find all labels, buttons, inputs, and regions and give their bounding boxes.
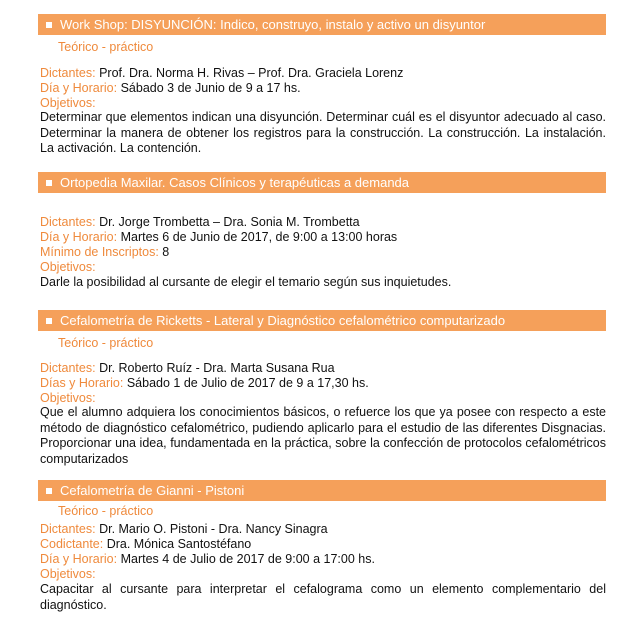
horario-value: Martes 6 de Junio de 2017, de 9:00 a 13:00 horas — [120, 230, 398, 244]
dictantes-value: Prof. Dra. Norma H. Rivas – Prof. Dra. Graciela Lorenz — [99, 66, 404, 80]
section-1-objetivos-text: Determinar que elementos indican una disyunción. Determinar cuál es el disyuntor adecuado al caso. Determinar la manera de obtener los registros para la construcción. La construcción. La instalación. La activación. La contención. — [40, 110, 606, 156]
section-3-subtitle: Teórico - práctico — [58, 336, 154, 350]
horario-value: Sábado 1 de Julio de 2017 de 9 a 17,30 hs. — [126, 376, 369, 390]
bullet-square-icon — [46, 488, 52, 494]
section-4-objetivos-label — [40, 567, 96, 582]
bullet-square-icon — [46, 180, 52, 186]
bullet-square-icon — [46, 318, 52, 324]
dictantes-value: Dr. Jorge Trombetta – Dra. Sonia M. Trombetta — [99, 215, 360, 229]
section-3-objetivos-label — [40, 391, 96, 406]
objetivos-label: Objetivos: — [40, 567, 96, 581]
codictante-value: Dra. Mónica Santostéfano — [106, 537, 252, 551]
section-2-header — [38, 172, 606, 193]
dictantes-label: Dictantes: — [40, 522, 96, 536]
dictantes-label: Dictantes: — [40, 66, 96, 80]
horario-label: Día y Horario: — [40, 81, 118, 95]
dictantes-label: Dictantes: — [40, 215, 96, 229]
dictantes-label: Dictantes: — [40, 361, 96, 375]
section-2-dictantes — [40, 215, 360, 230]
section-3-objetivos-text: Que el alumno adquiera los conocimientos básicos, o refuerce los que ya posee con respecto a este método de diagnóstico cefalométrico, pudiendo aplicarlo para el estudio de las diferentes Disgnacias. Proporcionar una idea, fundamentada en la práctica, sobre la confección de protocolos cefalométricos computarizados — [40, 405, 606, 466]
section-4-codictante — [40, 537, 251, 552]
section-2-objetivos-label — [40, 260, 96, 275]
dictantes-value: Dr. Mario O. Pistoni - Dra. Nancy Sinagra — [99, 522, 328, 536]
section-3-dictantes — [40, 361, 335, 376]
section-3-title: Cefalometría de Ricketts - Lateral y Diagnóstico cefalométrico computarizado — [60, 313, 506, 328]
section-1-subtitle: Teórico - práctico — [58, 40, 154, 54]
codictante-label: Codictante: — [40, 537, 104, 551]
minimo-value: 8 — [162, 245, 170, 259]
horario-label: Días y Horario: — [40, 376, 124, 390]
section-1-dictantes — [40, 66, 403, 81]
section-1-title: Work Shop: DISYUNCIÓN: Indico, construyo, instalo y activo un disyuntor — [60, 17, 486, 32]
horario-value: Sábado 3 de Junio de 9 a 17 hs. — [120, 81, 301, 95]
section-4-horario — [40, 552, 375, 567]
section-3-header — [38, 310, 606, 331]
minimo-label: Mínimo de Inscriptos: — [40, 245, 159, 259]
section-1-horario — [40, 81, 301, 96]
objetivos-label: Objetivos: — [40, 96, 96, 110]
section-4-title: Cefalometría de Gianni - Pistoni — [60, 483, 245, 498]
section-4-dictantes — [40, 522, 328, 537]
horario-label: Día y Horario: — [40, 230, 118, 244]
horario-value: Martes 4 de Julio de 2017 de 9:00 a 17:00 hs. — [120, 552, 375, 566]
section-4-objetivos-text: Capacitar al cursante para interpretar el cefalograma como un elemento complementario del diagnóstico. — [40, 582, 606, 612]
objetivos-label: Objetivos: — [40, 391, 96, 405]
section-1-header — [38, 14, 606, 35]
section-2-horario — [40, 230, 397, 245]
section-1-objetivos-label — [40, 96, 96, 111]
horario-label: Día y Horario: — [40, 552, 118, 566]
section-2-objetivos-text: Darle la posibilidad al cursante de elegir el temario según sus inquietudes. — [40, 275, 452, 289]
objetivos-label: Objetivos: — [40, 260, 96, 274]
dictantes-value: Dr. Roberto Ruíz - Dra. Marta Susana Rua — [99, 361, 335, 375]
section-3-horario — [40, 376, 369, 391]
section-2-title: Ortopedia Maxilar. Casos Clínicos y terapéuticas a demanda — [60, 175, 410, 190]
section-2-minimo — [40, 245, 169, 260]
bullet-square-icon — [46, 22, 52, 28]
section-4-header — [38, 480, 606, 501]
section-4-subtitle: Teórico - práctico — [58, 504, 154, 518]
